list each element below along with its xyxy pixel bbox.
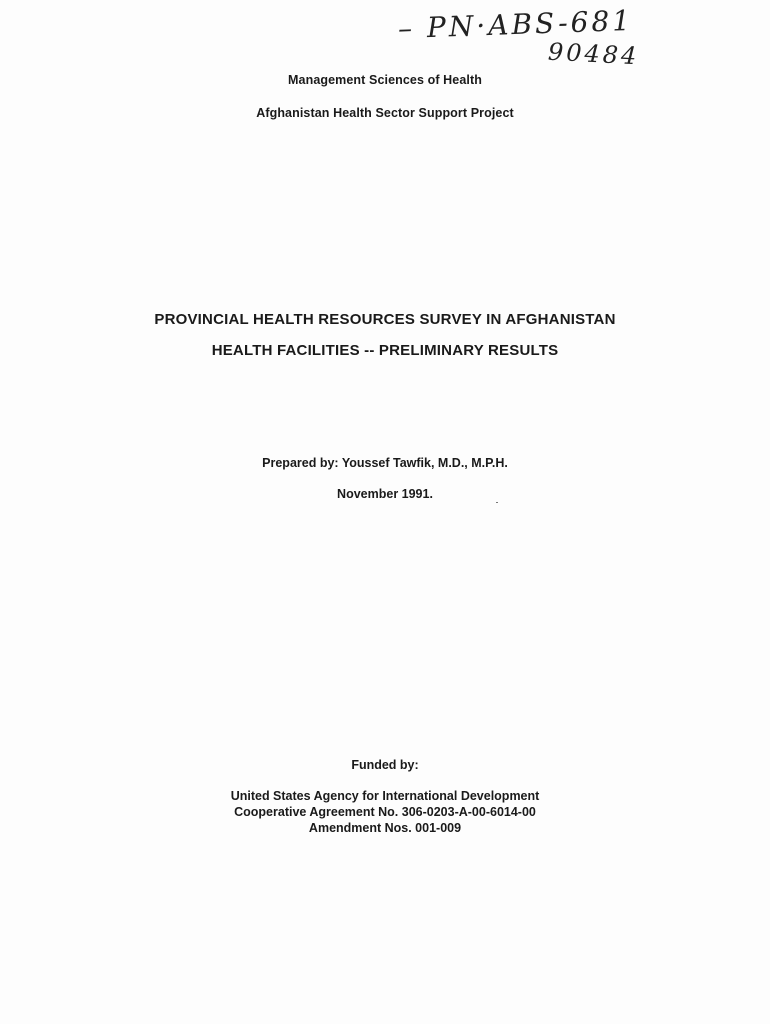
report-title-line-1: PROVINCIAL HEALTH RESOURCES SURVEY IN AFGHANISTAN bbox=[154, 311, 616, 328]
report-title-line-2: HEALTH FACILITIES -- PRELIMINARY RESULTS bbox=[211, 342, 559, 359]
scan-speck bbox=[496, 502, 498, 503]
prepared-by: Prepared by: Youssef Tawfik, M.D., M.P.H. bbox=[262, 456, 508, 470]
funding-agency: United States Agency for International Development bbox=[230, 789, 540, 803]
funded-by-label: Funded by: bbox=[351, 758, 419, 772]
report-date: November 1991. bbox=[337, 487, 433, 501]
cooperative-agreement: Cooperative Agreement No. 306-0203-A-00-6014-00 bbox=[234, 805, 536, 819]
handwritten-document-number: – PN·ABS-681 bbox=[397, 3, 634, 46]
amendment-numbers: Amendment Nos. 001-009 bbox=[308, 821, 462, 835]
project-name: Afghanistan Health Sector Support Project bbox=[256, 106, 514, 120]
organization-name: Management Sciences of Health bbox=[288, 73, 482, 87]
handwritten-accession-number: 90484 bbox=[547, 37, 641, 71]
